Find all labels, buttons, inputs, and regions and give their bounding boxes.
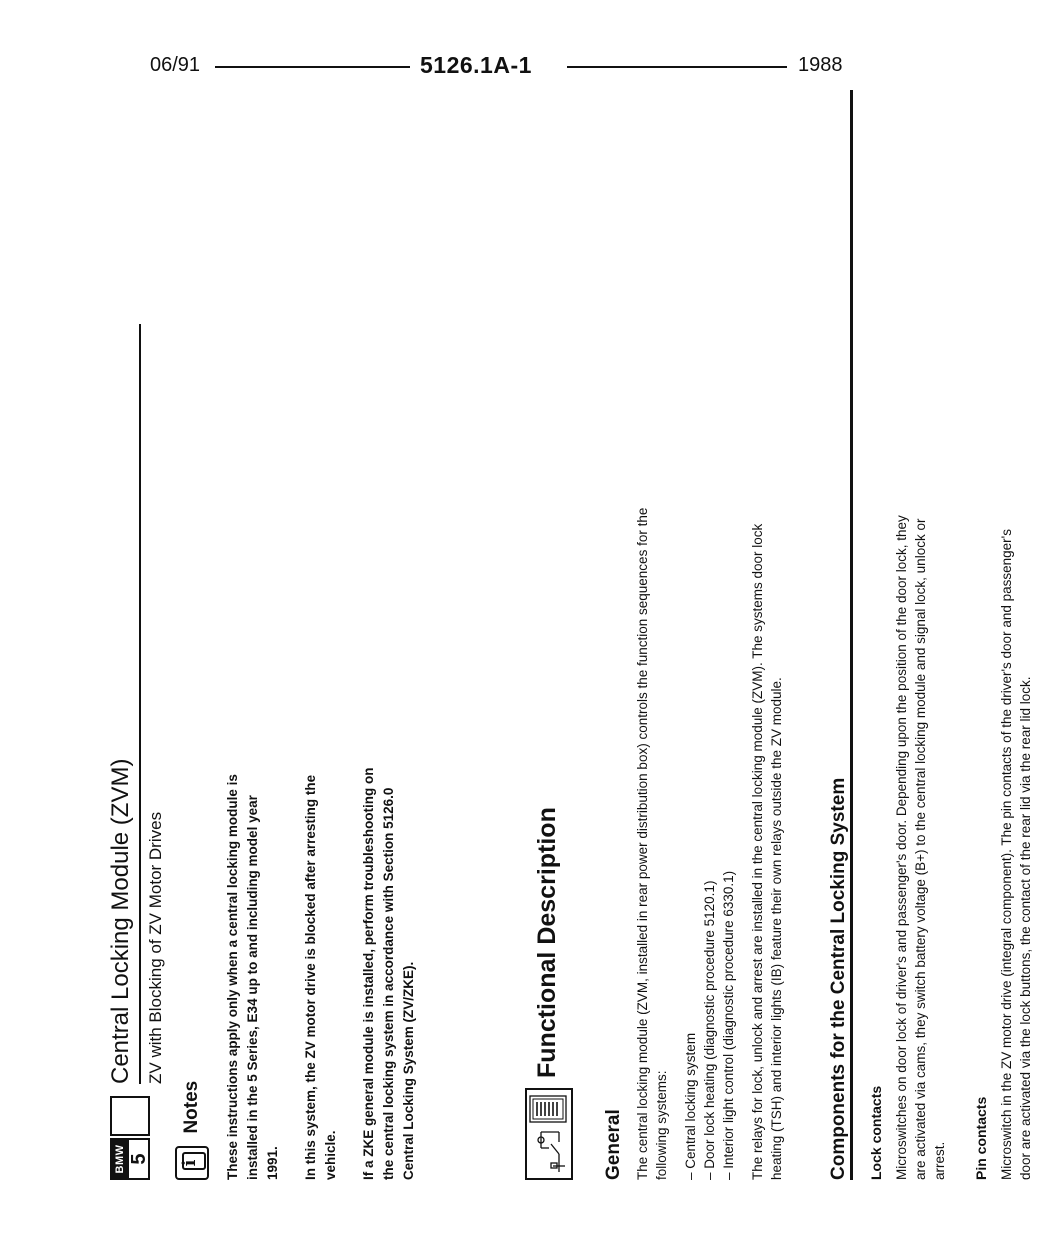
header-rule-right bbox=[567, 66, 787, 68]
page-subtitle: ZV with Blocking of ZV Motor Drives bbox=[146, 811, 165, 1084]
lock-contacts-text: Microswitches on door lock of driver's and passenger's door. Depending upon the position of the door lock, they are activated via cams, they switch battery voltage (B+) to the central locking module and signal lock, unlock or arrest. bbox=[894, 515, 947, 1180]
badge-brand: BMW bbox=[112, 1140, 129, 1178]
lock-contacts-heading: Lock contacts bbox=[868, 1085, 884, 1180]
components-heading: Components for the Central Locking System bbox=[828, 777, 849, 1180]
title-block bbox=[107, 350, 165, 1180]
general-heading: General bbox=[603, 1109, 624, 1180]
note-paragraph: In this system, the ZV motor drive is blocked after arresting the vehicle. bbox=[303, 774, 338, 1180]
functional-description-section bbox=[525, 500, 1045, 1180]
circuit-diagram-icon bbox=[525, 1088, 573, 1180]
page-content bbox=[107, 80, 1033, 1180]
title-rule bbox=[139, 324, 141, 1084]
notes-header bbox=[175, 760, 209, 1180]
note-paragraph: These instructions apply only when a central locking module is installed in the 5 Series, E34 up to and including model year 1991. bbox=[225, 774, 280, 1180]
bmw-series-badge bbox=[110, 1138, 150, 1180]
list-item: – Central locking system bbox=[681, 500, 700, 1180]
header-rule-left bbox=[215, 66, 410, 68]
notes-heading: Notes bbox=[181, 1080, 202, 1134]
info-icon: i bbox=[175, 1146, 209, 1180]
revision-date: 06/91 bbox=[150, 54, 201, 76]
badge-blank-box bbox=[110, 1096, 150, 1136]
systems-list bbox=[681, 500, 738, 1180]
list-item: – Door lock heating (diagnostic procedure 5120.1) bbox=[700, 500, 719, 1180]
notes-section bbox=[175, 760, 437, 1180]
relays-paragraph: The relays for lock, unlock and arrest are installed in the central locking module (ZVM). The systems door lock heating (TSH) and interior lights (IB) feature their own relays outside the ZV module. bbox=[750, 523, 784, 1180]
functional-header bbox=[525, 500, 575, 1180]
functional-heading: Functional Description bbox=[533, 807, 561, 1078]
procedure-code: 5126.1A-1 bbox=[420, 52, 532, 78]
model-year: 1988 bbox=[798, 54, 843, 76]
pin-contacts-text: Microswitch in the ZV motor drive (integral component). The pin contacts of the driver's door and passenger's door are activated via the lock buttons, the contact of the rear lid via the rear lid lock. bbox=[999, 529, 1033, 1180]
pin-contacts-heading: Pin contacts bbox=[973, 1096, 989, 1180]
list-item: – Interior light control (diagnostic procedure 6330.1) bbox=[719, 500, 738, 1180]
note-paragraph: If a ZKE general module is installed, perform troubleshooting on the central locking system in accordance with Section 5126.0 Central Locking System (ZV/ZKE). bbox=[361, 767, 416, 1180]
badge-series: 5 bbox=[128, 1153, 150, 1165]
page-title: Central Locking Module (ZVM) bbox=[107, 758, 134, 1084]
general-intro: The central locking module (ZVM, installed in rear power distribution box) controls the function sequences for the following systems: bbox=[635, 507, 669, 1180]
